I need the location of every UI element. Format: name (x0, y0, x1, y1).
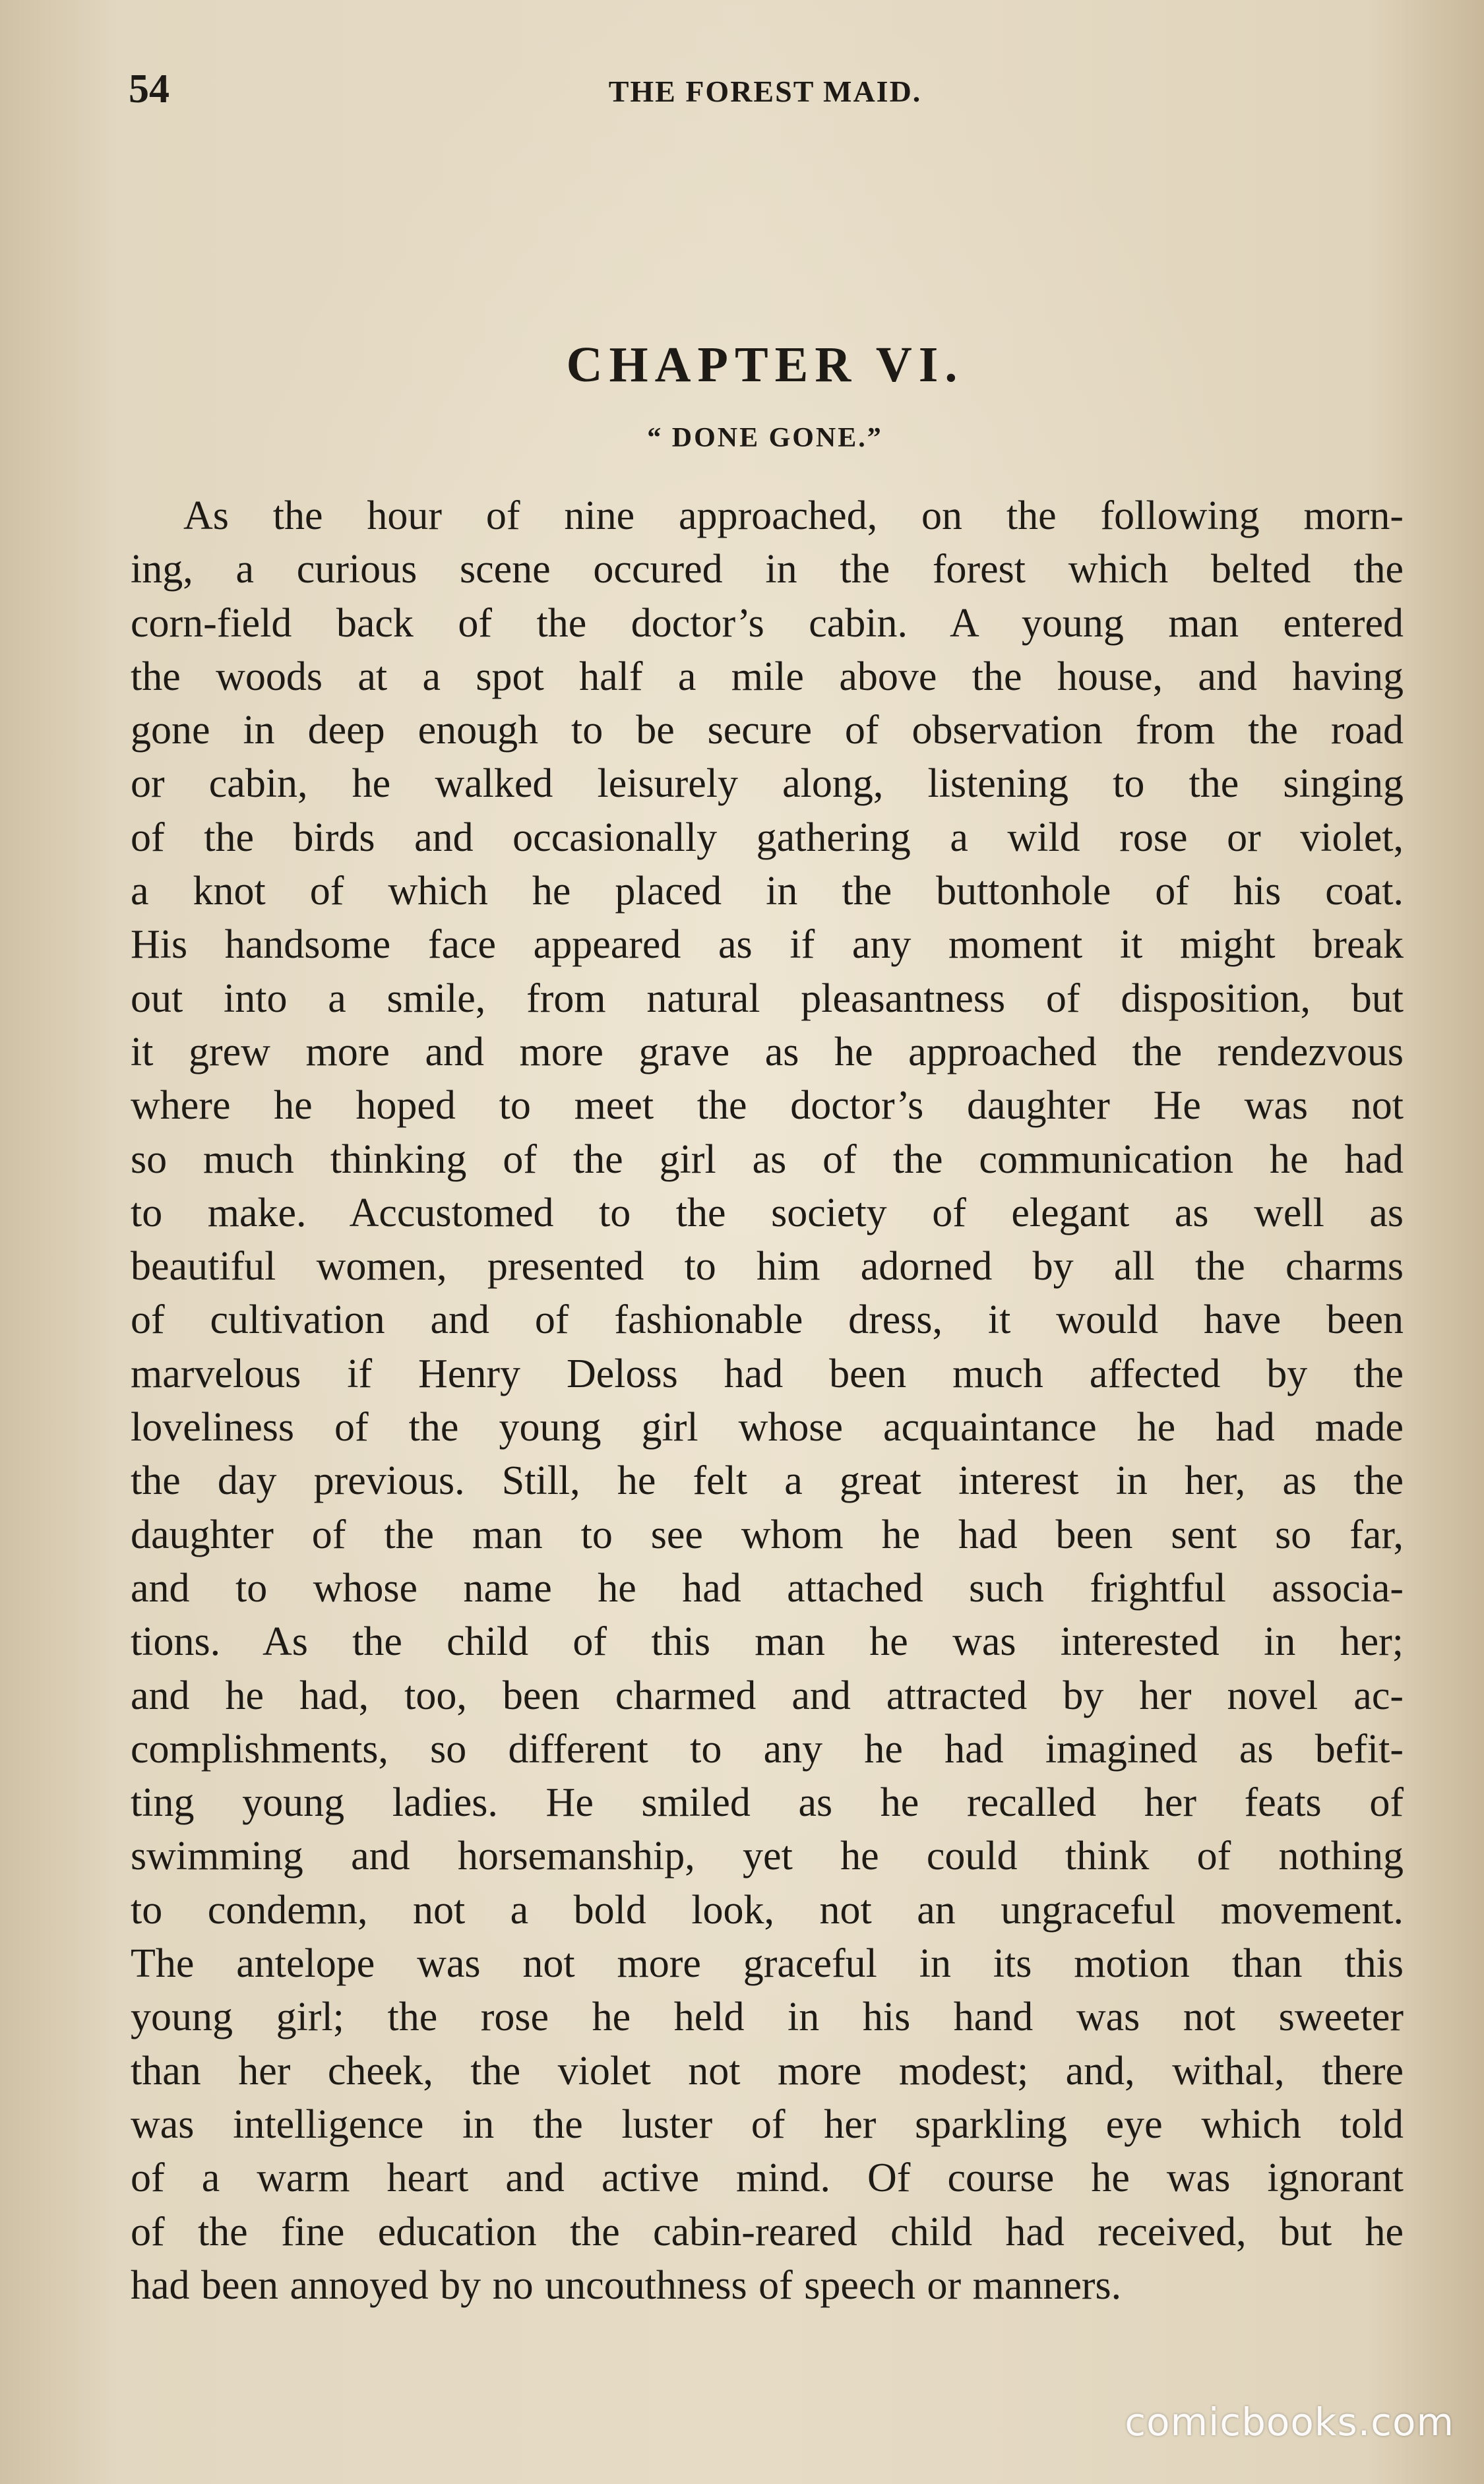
text-line: ing, a curious scene occured in the forest which belted the (131, 547, 1404, 592)
text-line: out into a smile, from natural pleasantness of disposition, but (131, 976, 1404, 1021)
text-line: young girl; the rose he held in his hand was not sweeter (131, 1995, 1404, 2040)
text-line: had been annoyed by no uncouthness of speech or manners. (131, 2262, 1122, 2308)
watermark: comicbooks.com (1125, 2400, 1454, 2444)
text-line: loveliness of the young girl whose acquaintance he had made (131, 1405, 1404, 1450)
text-line: a knot of which he placed in the buttonhole of his coat. (131, 869, 1404, 914)
text-line: so much thinking of the girl as of the communication he had (131, 1136, 1404, 1182)
text-line: marvelous if Henry Deloss had been much affected by the (131, 1351, 1404, 1396)
text-line: ting young ladies. He smiled as he recalled her feats of (131, 1780, 1404, 1826)
running-head (129, 66, 1402, 119)
page-number: 54 (129, 67, 170, 111)
chapter-subtitle: “ DONE GONE.” (647, 423, 883, 453)
text-line: The antelope was not more graceful in its motion than this (131, 1941, 1404, 1987)
text-line: to condemn, not a bold look, not an ungraceful movement. (131, 1887, 1404, 1933)
text-line: tions. As the child of this man he was interested in her; (131, 1619, 1404, 1665)
text-line: and he had, too, been charmed and attracted by her novel ac- (131, 1673, 1404, 1718)
text-line: daughter of the man to see whom he had been sent so far, (131, 1512, 1404, 1557)
text-line: or cabin, he walked leisurely along, listening to the singing (131, 761, 1404, 807)
text-line: of the birds and occasionally gathering a wild rose or violet, (131, 815, 1404, 860)
text-line: the day previous. Still, he felt a great interest in her, as the (131, 1458, 1404, 1504)
text-line: of the fine education the cabin-reared child had received, but he (131, 2209, 1404, 2254)
text-line: swimming and horsemanship, yet he could think of nothing (131, 1834, 1404, 1879)
text-line: corn-field back of the doctor’s cabin. A young man entered (131, 600, 1404, 646)
text-line: of a warm heart and active mind. Of course he was ignorant (131, 2156, 1404, 2201)
running-title: THE FOREST MAID. (608, 75, 922, 108)
text-line: As the hour of nine approached, on the following morn- (183, 493, 1404, 538)
chapter-heading: CHAPTER VI. (566, 337, 964, 392)
text-line: the woods at a spot half a mile above the house, and having (131, 654, 1404, 699)
text-line: complishments, so different to any he had imagined as befit- (131, 1726, 1404, 1772)
text-line: His handsome face appeared as if any moment it might break (131, 922, 1404, 968)
text-line: it grew more and more grave as he approached the rendezvous (131, 1029, 1404, 1074)
text-line: where he hoped to meet the doctor’s daughter He was not (131, 1083, 1404, 1129)
text-line: gone in deep enough to be secure of observation from the road (131, 708, 1404, 753)
text-line: and to whose name he had attached such frightful associa- (131, 1565, 1404, 1611)
body-text (131, 489, 1404, 2313)
text-line: of cultivation and of fashionable dress, it would have been (131, 1297, 1404, 1343)
text-line: was intelligence in the luster of her sparkling eye which told (131, 2101, 1404, 2147)
text-line: to make. Accustomed to the society of elegant as well as (131, 1190, 1404, 1235)
text-line: than her cheek, the violet not more modest; and, withal, there (131, 2048, 1404, 2094)
text-line: beautiful women, presented to him adorned by all the charms (131, 1244, 1404, 1289)
